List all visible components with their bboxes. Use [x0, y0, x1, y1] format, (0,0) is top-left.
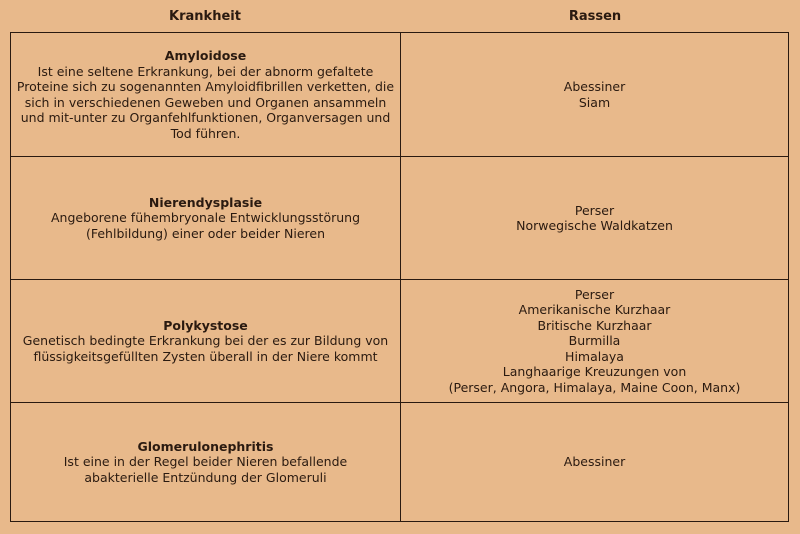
disease-name: Glomerulonephritis: [137, 438, 274, 454]
breed-item: Perser: [574, 286, 615, 302]
disease-table: [10, 32, 789, 522]
disease-name: Nierendysplasie: [148, 194, 263, 210]
breed-item: Britische Kurzhaar: [537, 317, 652, 333]
disease-cell: [11, 402, 401, 521]
disease-description: Ist eine seltene Erkrankung, bei der abnorm gefaltete Proteine sich zu sogenannten Amyloidfibrillen verketten, die sich in verschiedenen Geweben und Organen ansammeln und mit-unter zu Organfehlfunktionen, Organversagen und Tod führen.: [16, 63, 395, 141]
breed-item: Langhaarige Kreuzungen von: [502, 364, 687, 380]
disease-description: Ist eine in der Regel beider Nieren befallende abakterielle Entzündung der Glomeruli: [63, 454, 348, 485]
header-disease: Krankheit: [169, 8, 241, 24]
breed-item: (Perser, Angora, Himalaya, Maine Coon, Manx): [448, 379, 741, 395]
breeds-cell: [401, 279, 788, 402]
disease-description: Genetisch bedingte Erkrankung bei der es zur Bildung von flüssigkeitsgefüllten Zysten überall in der Niere kommt: [22, 333, 389, 364]
breed-item: Burmilla: [568, 333, 621, 349]
breed-item: Siam: [578, 94, 611, 110]
breed-item: Himalaya: [565, 348, 624, 364]
disease-cell: [11, 156, 401, 279]
disease-cell: [11, 33, 401, 156]
breed-item: Perser: [574, 202, 615, 218]
disease-name: Amyloidose: [164, 48, 247, 63]
disease-cell: [11, 279, 401, 402]
breeds-cell: [401, 33, 788, 156]
breed-item: Abessiner: [563, 79, 626, 94]
table-header: [10, 0, 790, 32]
header-breeds: Rassen: [568, 8, 622, 24]
breed-item: Abessiner: [563, 454, 626, 470]
breed-item: Norwegische Waldkatzen: [516, 218, 673, 233]
breed-item: Amerikanische Kurzhaar: [518, 302, 671, 318]
breeds-cell: [401, 156, 788, 279]
breeds-cell: [401, 402, 788, 521]
disease-description: Angeborene fühembryonale Entwicklungsstörung (Fehlbildung) einer oder beider Nieren: [50, 210, 361, 241]
disease-name: Polykystose: [163, 317, 248, 333]
